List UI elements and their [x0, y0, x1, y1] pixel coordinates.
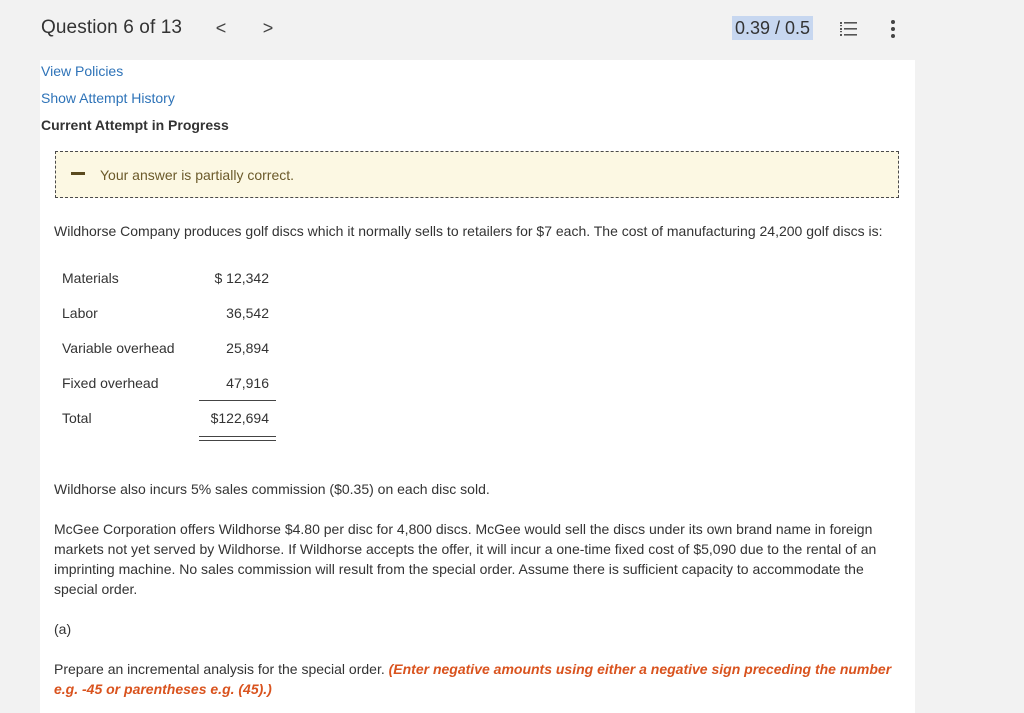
- next-question-button[interactable]: >: [262, 18, 274, 38]
- feedback-text: Your answer is partially correct.: [100, 167, 295, 183]
- part-label: (a): [54, 621, 72, 637]
- score-display: 0.39 / 0.5: [732, 16, 813, 40]
- total-double-rule: [199, 436, 276, 441]
- instruction-text: [54, 659, 904, 699]
- cost-value-variable-overhead: 25,894: [226, 340, 269, 356]
- cost-label-fixed-overhead: Fixed overhead: [62, 375, 159, 391]
- more-vertical-icon[interactable]: [883, 17, 903, 41]
- previous-question-button[interactable]: <: [215, 18, 227, 38]
- cost-label-total: Total: [62, 410, 92, 426]
- partial-correct-icon: [71, 172, 85, 175]
- offer-text: McGee Corporation offers Wildhorse $4.80 per disc for 4,800 discs. McGee would sell the discs under its own brand name in foreign markets not yet served by Wildhorse. If Wildhorse accepts the offer, it will incur a one-time fixed cost of $5,090 due to the rental of an imprinting machine. No sales commission will result from the special order. Assume there is sufficient capacity to accommodate the special order.: [54, 521, 877, 597]
- question-header: [0, 0, 1024, 58]
- instruction-main: Prepare an incremental analysis for the special order.: [54, 661, 385, 677]
- cost-value-fixed-overhead: 47,916: [226, 375, 269, 391]
- cost-label-materials: Materials: [62, 270, 119, 286]
- problem-intro: Wildhorse Company produces golf discs which it normally sells to retailers for $7 each. The cost of manufacturing 24,200 golf discs is:: [54, 223, 883, 239]
- commission-text: Wildhorse also incurs 5% sales commission ($0.35) on each disc sold.: [54, 481, 490, 497]
- question-content: [40, 60, 915, 713]
- feedback-banner: [55, 151, 899, 198]
- cost-label-labor: Labor: [62, 305, 98, 321]
- cost-value-labor: 36,542: [226, 305, 269, 321]
- cost-value-materials: $ 12,342: [214, 270, 269, 286]
- show-attempt-history-link[interactable]: Show Attempt History: [41, 90, 175, 106]
- instruction-hint: (Enter negative amounts using either a negative sign preceding the number e.g. -45 or parentheses e.g. (45).): [54, 661, 892, 697]
- view-policies-link[interactable]: View Policies: [41, 63, 124, 79]
- question-counter: Question 6 of 13: [41, 17, 183, 38]
- subtotal-rule: [199, 400, 276, 401]
- list-icon[interactable]: [838, 18, 860, 40]
- attempt-status: Current Attempt in Progress: [41, 117, 229, 133]
- cost-value-total: $122,694: [210, 410, 269, 426]
- cost-label-variable-overhead: Variable overhead: [62, 340, 175, 356]
